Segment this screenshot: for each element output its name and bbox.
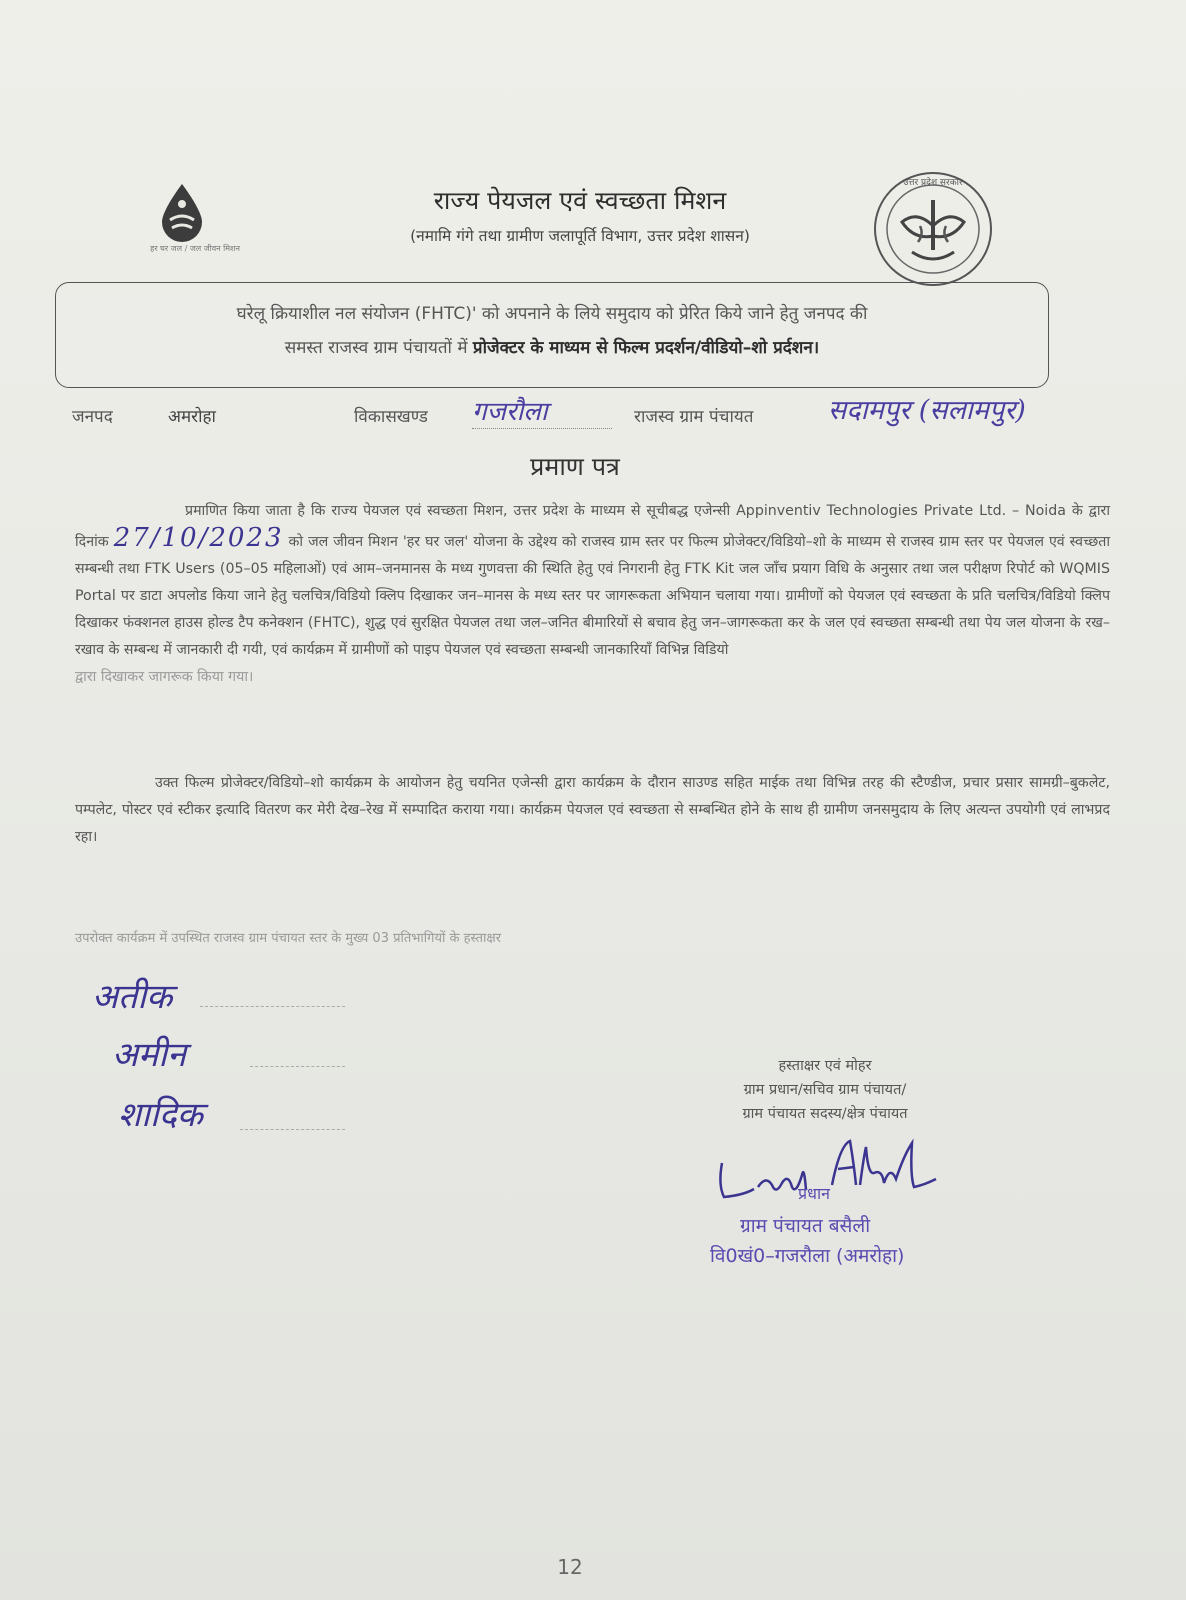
paragraph-1-part-b: को जल जीवन मिशन 'हर घर जल' योजना के उद्देश्य को राजस्व ग्राम स्तर पर फिल्म प्रोजेक्टर/विडियो–शो के माध्यम से राजस्व ग्राम स्तर पर पेयजल एवं स्वच्छता सम्बन्धी तथा FTK Users (05–05 महिलाओं) एवं आम–जनमानस के मध्य गुणवत्ता की स्थिति हेतु एवं निगरानी हेतु FTK Kit जल जाँच प्रयाग विधि के अनुसार तथा जल परीक्षण रिपोर्ट को WQMIS Portal पर डाटा अपलोड किया जाने हेतु चलचित्र/विडियो क्लिप दिखाकर जन–मानस के मध्य स्तर पर जागरूकता अभियान चलाया गया। ग्रामीणों को पेयजल एवं स्वच्छता के प्रति चलचित्र/विडियो क्लिप दिखाकर फंक्शनल हाउस होल्ड टैप कनेक्शन (FHTC), शुद्ध एवं सुरक्षित पेयजल तथा जल–जनित बीमारियों से बचाव हेतु जन–जागरूकता कर के जल एवं स्वच्छता सम्बन्धी तथा पेय जल योजना के रख–रखाव के सम्बन्ध में जानकारी दी गयी, एवं कार्यक्रम में ग्रामीणों को पाइप पेयजल एवं स्वच्छता सम्बन्धी जानकारियाँ विभिन्न विडियो — [75, 534, 1111, 658]
stamp-line-2: वि0खं0–गजरौला (अमरोहा) — [710, 1245, 905, 1267]
banner-line-2-bold: प्रोजेक्टर के माध्यम से फिल्म प्रदर्शन/वीडियो–शो प्रर्दशन। — [472, 338, 820, 358]
event-date-handwritten: 27/10/2023 — [113, 523, 284, 553]
signature-line-2 — [250, 1065, 345, 1067]
block-value-handwritten: गजरौला — [472, 392, 612, 429]
district-label: जनपद — [72, 407, 113, 427]
sign-line-2: ग्राम प्रधान/सचिव ग्राम पंचायत/ — [743, 1082, 907, 1098]
banner-line-2 — [76, 331, 1028, 365]
certificate-paragraph-1 — [75, 498, 1110, 691]
sign-line-3: ग्राम पंचायत सदस्य/क्षेत्र पंचायत — [742, 1106, 908, 1122]
mission-title: राज्य पेयजल एवं स्वच्छता मिशन — [433, 186, 727, 215]
left-logo-caption: हर घर जल / जल जीवन मिशन — [150, 244, 240, 253]
emblem-seal-icon — [872, 170, 994, 288]
paragraph-1-part-c: द्वारा दिखाकर जागरूक किया गया। — [75, 669, 254, 685]
mission-subtitle: (नमामि गंगे तथा ग्रामीण जलापूर्ति विभाग, उत्तर प्रदेश शासन) — [410, 227, 750, 245]
signatory-designation — [690, 1054, 960, 1126]
signature-line-1 — [200, 1005, 345, 1007]
signature-line-3 — [240, 1128, 345, 1130]
participant-signature-3: शादिक — [118, 1095, 203, 1135]
panchayat-label: राजस्व ग्राम पंचायत — [634, 407, 754, 427]
emblem-text: उत्तर प्रदेश सरकार — [903, 178, 963, 188]
participant-signature-2: अमीन — [112, 1035, 186, 1075]
jal-jeevan-mission-logo — [150, 182, 240, 272]
page-number: 12 — [557, 1555, 583, 1579]
participants-intro: उपरोक्त कार्यक्रम में उपस्थित राजस्व ग्राम पंचायत स्तर के मुख्य 03 प्रतिभागियों के हस्ताक्षर — [75, 931, 502, 946]
banner-line-1: घरेलू क्रियाशील नल संयोजन (FHTC)' को अपनाने के लिये समुदाय को प्रेरित किये जाने हेतु जनपद की — [236, 304, 868, 324]
participant-signature-1: अतीक — [92, 977, 173, 1017]
paragraph-1-part-a: प्रमाणित किया जाता है कि राज्य पेयजल एवं स्वच्छता मिशन, उत्तर प्रदेश के माध्यम से सूचीबद्ध एजेन्सी Appinventiv Technologies Private Ltd. – Noida के द्वारा दिनांक — [75, 503, 1110, 550]
block-label: विकासखण्ड — [354, 407, 428, 427]
district-value: अमरोहा — [168, 407, 216, 427]
banner-line-2-plain: समस्त राजस्व ग्राम पंचायतों में — [284, 338, 473, 358]
stamp-pradhan: प्रधान — [798, 1184, 830, 1203]
subject-banner — [55, 282, 1049, 388]
up-government-emblem — [872, 170, 994, 288]
stamp-line-1: ग्राम पंचायत बसैली — [740, 1215, 871, 1237]
panchayat-value-handwritten: सदामपुर (सलामपुर) — [828, 395, 1026, 426]
certificate-title: प्रमाण पत्र — [530, 452, 620, 481]
water-drop-icon — [158, 182, 206, 242]
certificate-paragraph-2: उक्त फिल्म प्रोजेक्टर/विडियो–शो कार्यक्रम के आयोजन हेतु चयनित एजेन्सी द्वारा कार्यक्रम के दौरान साउण्ड सहित माईक तथा विभिन्न तरह की स्टैण्डीज, प्रचार प्रसार सामग्री–बुकलेट, पम्पलेट, पोस्टर एवं स्टीकर इत्यादि वितरण कर मेरी देख–रेख में सम्पादित कराया गया। कार्यक्रम पेयजल एवं स्वच्छता से सम्बन्धित होने के साथ ही ग्रामीण जनसमुदाय के लिए अत्यन्त उपयोगी एवं लाभप्रद रहा। — [75, 775, 1110, 845]
sign-line-1: हस्ताक्षर एवं मोहर — [778, 1058, 872, 1074]
